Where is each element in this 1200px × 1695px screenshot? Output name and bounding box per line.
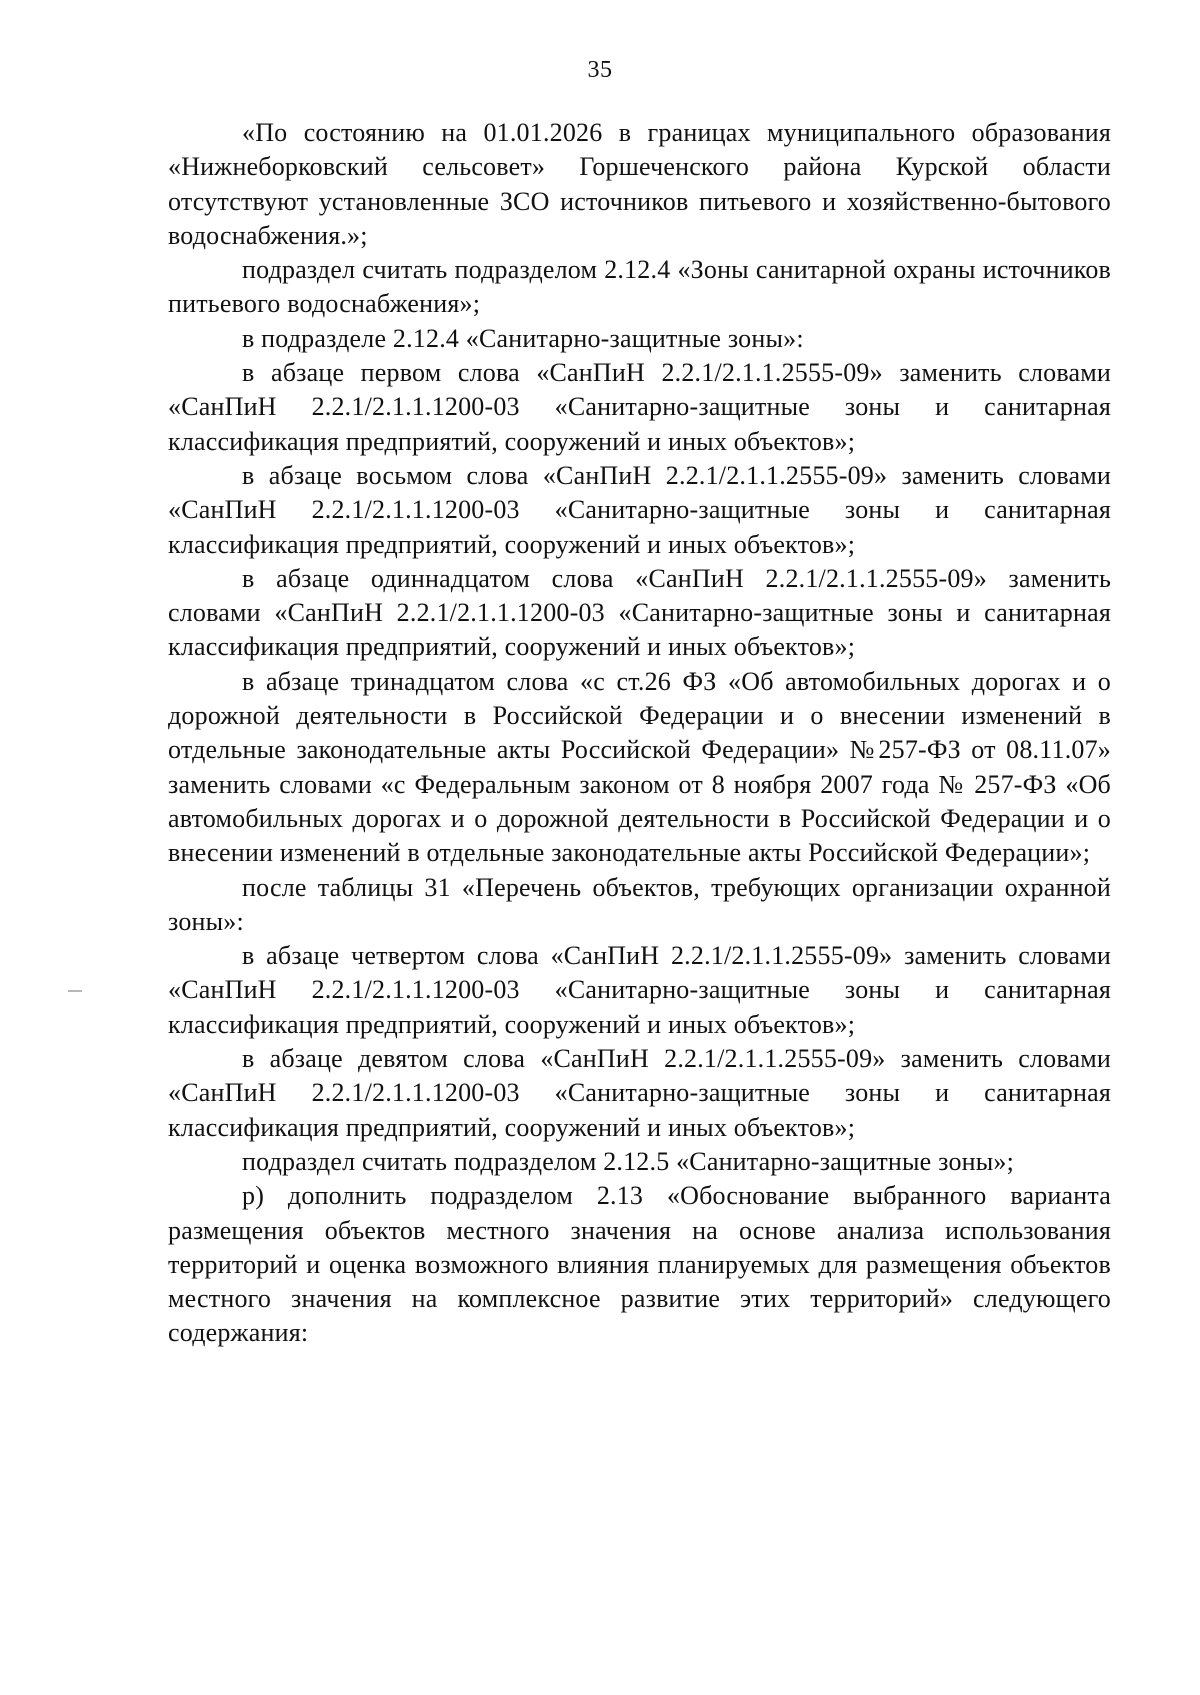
paragraph-rename-subsection-2-12-5: подраздел считать подразделом 2.12.5 «Санитарно-защитные зоны»; — [242, 1146, 1015, 1176]
document-body — [168, 116, 1111, 1351]
scan-artifact-mark — [68, 990, 82, 992]
paragraph-subsection-2-12-4-intro: в подразделе 2.12.4 «Санитарно-защитные зоны»: — [242, 323, 804, 353]
paragraph-add-subsection-2-13: р) дополнить подразделом 2.13 «Обоснование выбранного варианта размещения объектов местного значения на основе анализа использования территорий и оценка возможного влияния планируемых для размещения объектов местного значения на комплексное развитие этих территорий» следующего содержания: — [168, 1181, 1111, 1348]
paragraph-ninth-abzac: в абзаце девятом слова «СанПиН 2.2.1/2.1.1.2555-09» заменить словами «СанПиН 2.2.1/2.1.1.1200-03 «Санитарно-защитные зоны и санитарная классификация предприятий, сооружений и иных объектов»; — [168, 1044, 1111, 1142]
paragraph-thirteenth-abzac: в абзаце тринадцатом слова «с ст.26 ФЗ «Об автомобильных дорогах и о дорожной деятельности в Российской Федерации и о внесении изменений в отдельные законодательные акты Российской Федерации» №257-ФЗ от 08.11.07» заменить словами «с Федеральным законом от 8 ноября 2007 года № 257-ФЗ «Об автомобильных дорогах и о дорожной деятельности в Российской Федерации и о внесении изменений в отдельные законодательные акты Российской Федерации»; — [168, 666, 1111, 868]
paragraph-zso-status: «По состоянию на 01.01.2026 в границах муниципального образования «Нижнеборковский сельсовет» Горшеченского района Курской области отсутствуют установленные ЗСО источников питьевого и хозяйственно-бытового водоснабжения.»; — [168, 118, 1111, 250]
paragraph-eleventh-abzac: в абзаце одиннадцатом слова «СанПиН 2.2.1/2.1.1.2555-09» заменить словами «СанПиН 2.2.1/2.1.1.1200-03 «Санитарно-защитные зоны и санитарная классификация предприятий, сооружений и иных объектов»; — [168, 563, 1111, 662]
page-number: 35 — [587, 57, 613, 83]
paragraph-rename-subsection-2-12-4: подраздел считать подразделом 2.12.4 «Зоны санитарной охраны источников питьевого водоснабжения»; — [168, 255, 1111, 319]
paragraph-fourth-abzac: в абзаце четвертом слова «СанПиН 2.2.1/2.1.1.2555-09» заменить словами «СанПиН 2.2.1/2.1.1.1200-03 «Санитарно-защитные зоны и санитарная классификация предприятий, сооружений и иных объектов»; — [168, 941, 1111, 1039]
paragraph-first-abzac: в абзаце первом слова «СанПиН 2.2.1/2.1.1.2555-09» заменить словами «СанПиН 2.2.1/2.1.1.1200-03 «Санитарно-защитные зоны и санитарная классификация предприятий, сооружений и иных объектов»; — [168, 358, 1111, 456]
paragraph-after-table-31: после таблицы 31 «Перечень объектов, требующих организации охранной зоны»: — [168, 872, 1111, 936]
paragraph-eighth-abzac: в абзаце восьмом слова «СанПиН 2.2.1/2.1.1.2555-09» заменить словами «СанПиН 2.2.1/2.1.1.1200-03 «Санитарно-защитные зоны и санитарная классификация предприятий, сооружений и иных объектов»; — [168, 460, 1111, 559]
